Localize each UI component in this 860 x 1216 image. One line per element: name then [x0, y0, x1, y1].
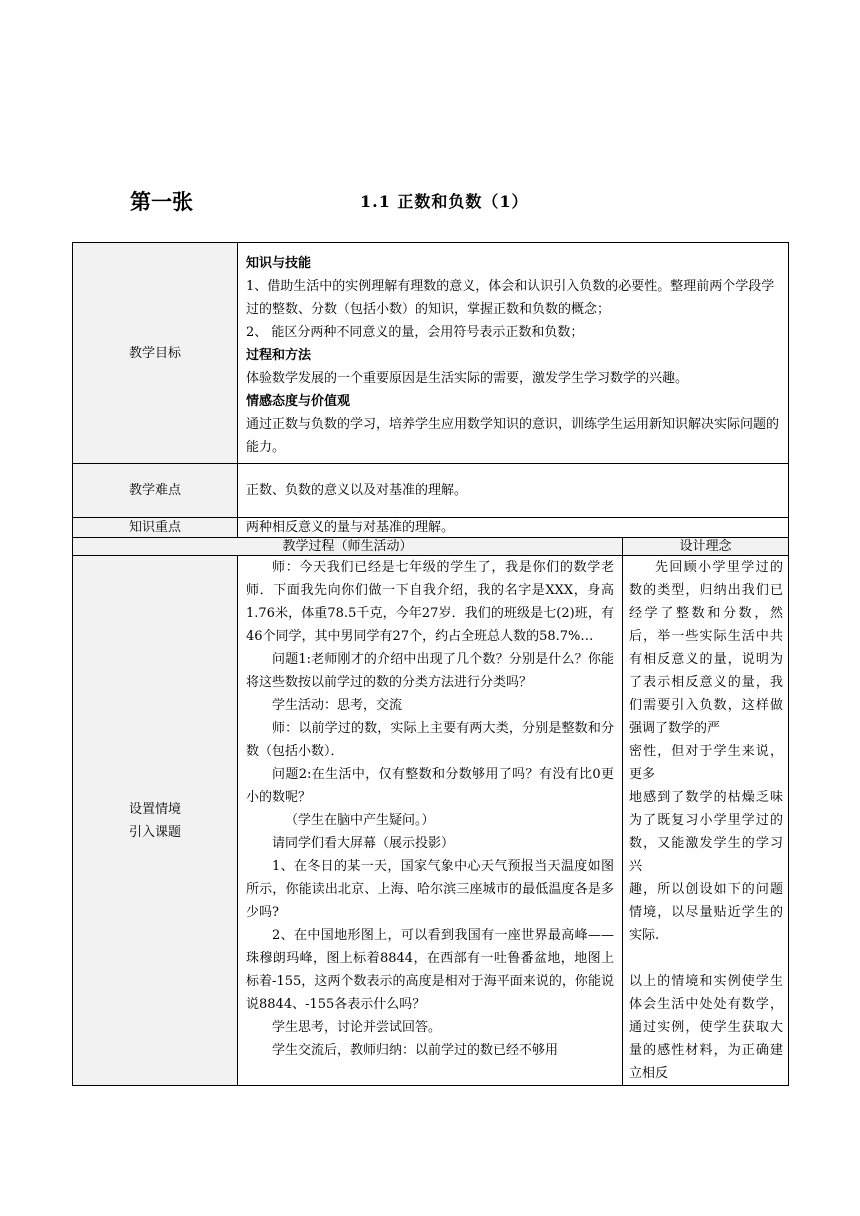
scenario-paragraph: 学生思考，讨论并尝试回答。 — [272, 1020, 442, 1035]
scenario-paragraph: 师：今天我们已经是七年级的学生了，我是你们的数学老师．下面我先向你们做一下自我介绍，我的名字是XXX，身高1.76米，体重78.5千克，今年27岁．我们的班级是七(2)班，有46个同学，其中男同学有27个，约占全班总人数的58.7%… — [246, 560, 614, 644]
design-content — [623, 556, 789, 1086]
emotion-text: 通过正数与负数的学习，培养学生应用数学知识的意识，训练学生运用新知识解决实际问题的能力。 — [246, 417, 780, 455]
key-point-label: 知识重点 — [73, 518, 238, 538]
key-point-text: 两种相反意义的量与对基准的理解。 — [238, 518, 789, 538]
page-heading-left: 第一张 — [130, 190, 193, 214]
scenario-paragraph: （学生在脑中产生疑问。） — [285, 813, 435, 828]
objectives-content — [238, 243, 789, 464]
knowledge-heading: 知识与技能 — [246, 256, 312, 271]
scenario-paragraph: 问题2:在生活中，仅有整数和分数够用了吗？有没有比0更小的数呢？ — [246, 767, 614, 805]
process-header-right: 设计理念 — [623, 538, 789, 556]
scenario-label-line-1: 设置情境 — [128, 801, 181, 817]
scenario-row — [73, 556, 789, 1086]
design-text: 以上的情境和实例使学生体会生活中处处有数学，通过实例，使学生获取大量的感性材料，为正确建立相反 — [629, 974, 783, 1081]
difficulty-row — [73, 464, 789, 518]
scenario-paragraph: 学生交流后，教师归纳：以前学过的数已经不够用 — [272, 1043, 559, 1058]
lesson-plan-table — [72, 242, 789, 1086]
scenario-paragraph: 请同学们看大屏幕（展示投影） — [272, 836, 455, 851]
scenario-paragraph: 问题1:老师刚才的介绍中出现了几个数？分别是什么？你能将这些数按以前学过的数的分类方法进行分类吗？ — [246, 652, 614, 690]
process-heading: 过程和方法 — [246, 348, 312, 363]
process-text: 体验数学发展的一个重要原因是生活实际的需要，激发学生学习数学的兴趣。 — [246, 371, 689, 386]
scenario-label-line-2: 引入课题 — [128, 824, 181, 840]
knowledge-item-1: 1、借助生活中的实例理解有理数的意义，体会和认识引入负数的必要性。整理前两个学段学过的整数、分数（包括小数）的知识，掌握正数和负数的概念； — [246, 279, 775, 317]
design-text: 密性，但对于学生来说，更多 — [629, 744, 783, 782]
lesson-title: 1.1 正数和负数（1） — [360, 192, 529, 211]
objectives-row — [73, 243, 789, 464]
design-text: 地感到了数学的枯燥乏味为了既复习小学里学过的数，又能激发学生的学习兴 — [629, 790, 783, 874]
process-header-row — [73, 538, 789, 556]
knowledge-item-2: 2、 能区分两种不同意义的量，会用符号表示正数和负数； — [246, 325, 584, 340]
scenario-paragraph: 师：以前学过的数，实际上主要有两大类，分别是整数和分数（包括小数）． — [246, 721, 614, 759]
design-text: 趣，所以创设如下的问题情境，以尽量贴近学生的实际. — [629, 882, 783, 943]
difficulty-label: 教学难点 — [73, 464, 238, 518]
scenario-paragraph: 学生活动：思考，交流 — [272, 698, 403, 713]
process-header-left: 教学过程（师生活动） — [73, 538, 623, 556]
scenario-paragraph: 1、在冬日的某一天，国家气象中心天气预报当天温度如图所示，你能读出北京、上海、哈尔滨三座城市的最低温度各是多少吗? — [246, 859, 614, 920]
difficulty-text: 正数、负数的意义以及对基准的理解。 — [238, 464, 789, 518]
design-text: 先回顾小学里学过的数的类型，归纳出我们已经学了整数和分数，然后，举一些实际生活中共有相反意义的量，说明为了表示相反意义的量，我们需要引入负数，这样做强调了数学的严 — [629, 560, 783, 736]
scenario-paragraph: 2、在中国地形图上，可以看到我国有一座世界最高峰——珠穆朗玛峰，图上标着8844，在西部有一吐鲁番盆地，地图上标着-155，这两个数表示的高度是相对于海平面来说的，你能说说8844、-155各表示什么吗？ — [246, 928, 614, 1012]
scenario-content — [238, 556, 623, 1086]
scenario-label — [73, 556, 238, 1086]
objectives-label: 教学目标 — [73, 243, 238, 464]
key-point-row — [73, 518, 789, 538]
emotion-heading: 情感态度与价值观 — [246, 394, 351, 409]
